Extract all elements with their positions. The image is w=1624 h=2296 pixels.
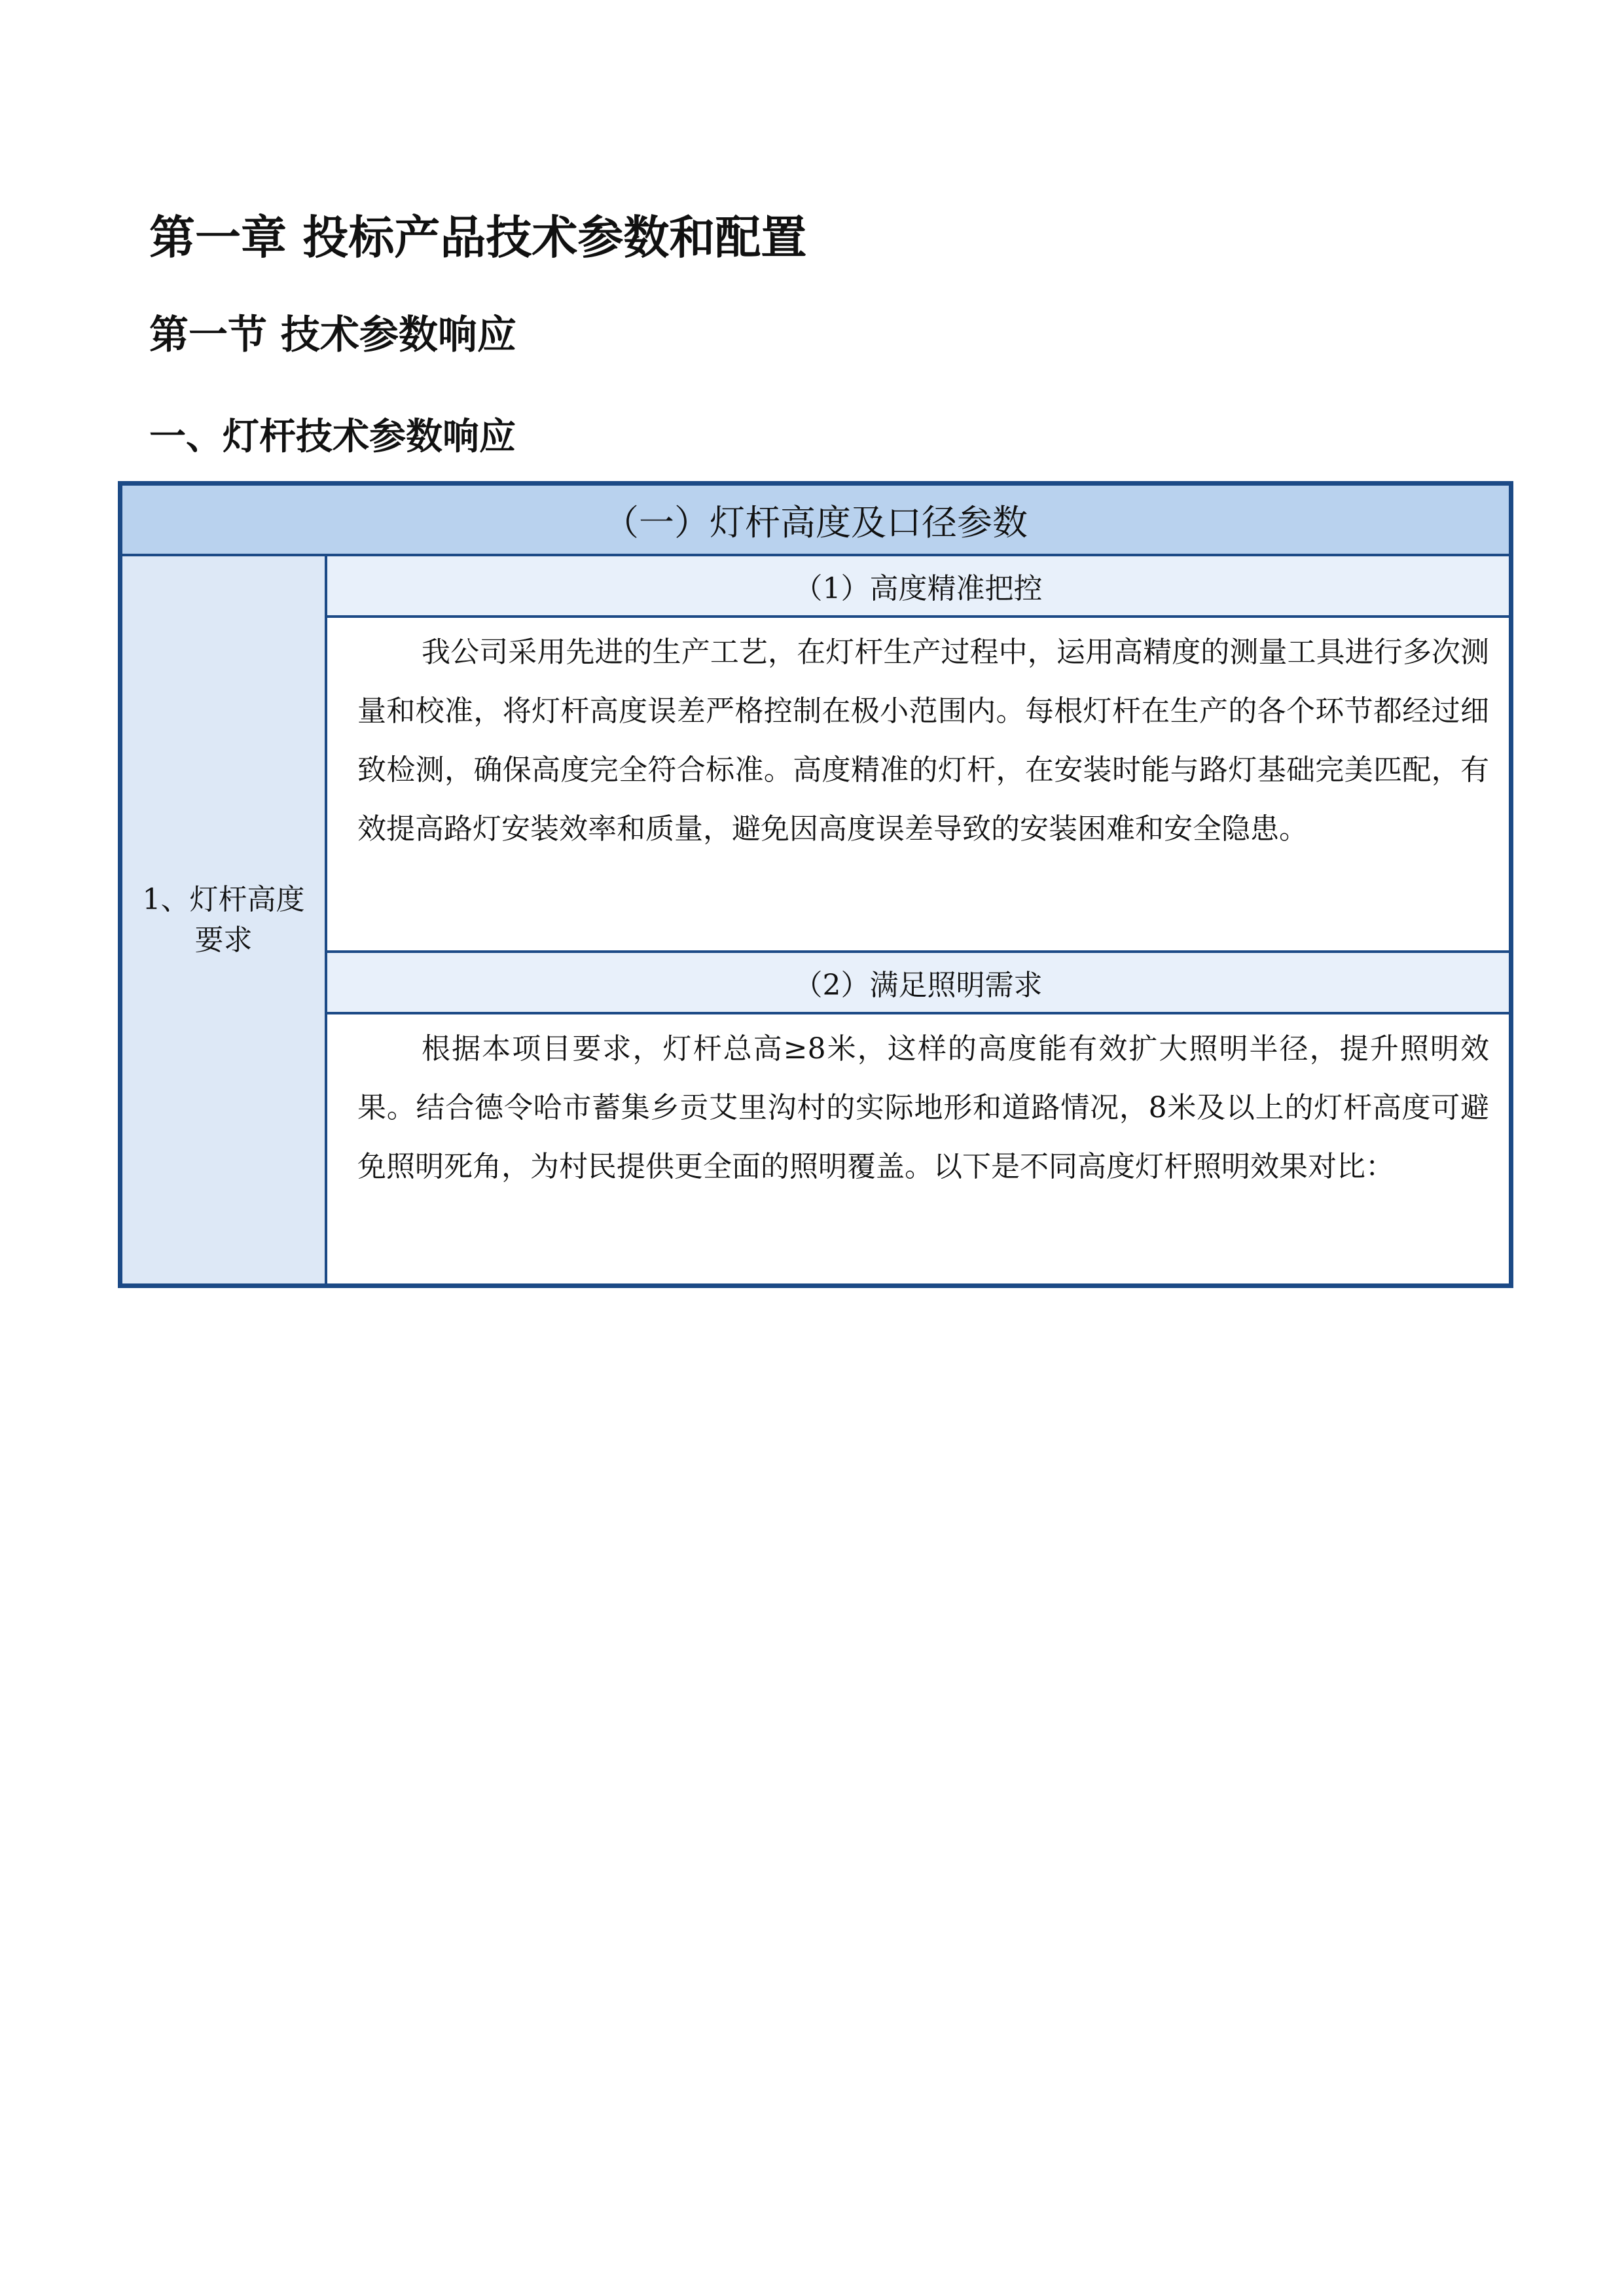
row-label-cell — [122, 556, 327, 1283]
chapter-title: 第一章 投标产品技术参数和配置 — [149, 211, 807, 264]
item-text-1: 我公司采用先进的生产工艺，在灯杆生产过程中，运用高精度的测量工具进行多次测量和校准，将灯杆高度误差严格控制在极小范围内。每根灯杆在生产的各个环节都经过细致检测，确保高度完全符合标准。高度精准的灯杆，在安装时能与路灯基础完美匹配，有效提高路灯安装效率和质量，避免因高度误差导致的安装困难和安全隐患。 — [357, 636, 1489, 846]
item-text-2: 根据本项目要求，灯杆总高≥8米，这样的高度能有效扩大照明半径，提升照明效果。结合德令哈市蓄集乡贡艾里沟村的实际地形和道路情况，8米及以上的灯杆高度可避免照明死角，为村民提供更全面的照明覆盖。以下是不同高度灯杆照明效果对比： — [357, 1032, 1489, 1183]
section-title: 第一节 技术参数响应 — [149, 312, 516, 358]
table-title: （一）灯杆高度及口径参数 — [122, 486, 1509, 556]
item-heading-1: （1）高度精准把控 — [327, 556, 1509, 618]
subsection-title: 一、灯杆技术参数响应 — [149, 416, 516, 458]
item-heading-2: （2）满足照明需求 — [327, 950, 1509, 1014]
row-label: 1、灯杆高度要求 — [142, 882, 305, 957]
parameter-table — [118, 481, 1513, 1288]
